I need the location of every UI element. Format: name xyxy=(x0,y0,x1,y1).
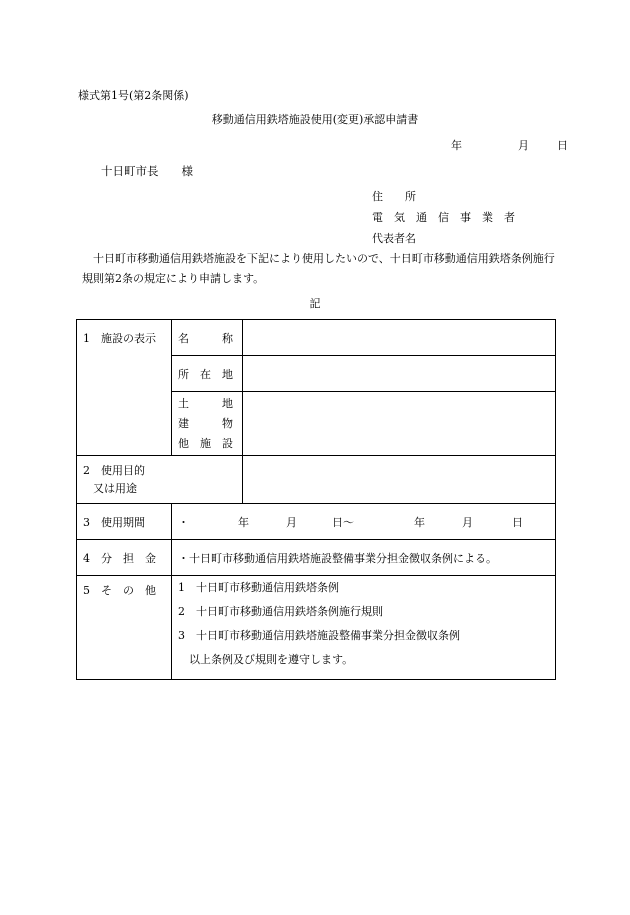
row3-period-field[interactable] xyxy=(172,504,556,540)
date-day: 日 xyxy=(557,139,568,152)
building-label: 建 物 xyxy=(178,416,233,430)
form-number: 様式第1号(第2条関係) xyxy=(78,89,189,102)
row5-content xyxy=(172,576,556,680)
row1-location-label: 所 在 地 xyxy=(172,356,243,392)
row3-label: 3 使用期間 xyxy=(77,504,172,540)
applicant-representative-label: 代表者名 xyxy=(372,232,416,245)
application-table xyxy=(76,319,556,680)
row1-name-label: 名 称 xyxy=(172,320,243,356)
date-month: 月 xyxy=(518,139,529,152)
from-year: 年 xyxy=(238,515,249,529)
row5-item-1: 1 十日町市移動通信用鉄塔条例 xyxy=(178,581,339,594)
row1-label: 1 施設の表示 xyxy=(77,320,172,456)
intro-paragraph xyxy=(82,249,562,289)
row4-value: ・十日町市移動通信用鉄塔施設整備事業分担金徴収条例による。 xyxy=(172,540,556,576)
document-title: 移動通信用鉄塔施設使用(変更)承認申請書 xyxy=(211,113,419,126)
row5-label: 5 そ の 他 xyxy=(77,576,172,680)
date-line xyxy=(451,137,568,153)
row3-bullet: ・ xyxy=(178,515,189,529)
applicant-address-label: 住 所 xyxy=(372,190,416,203)
applicant-block xyxy=(372,186,515,249)
row2-label xyxy=(77,456,243,504)
applicant-company-label: 電 気 通 信 事 業 者 xyxy=(372,211,515,224)
addressee: 十日町市長 様 xyxy=(101,164,193,178)
row2-label-line1: 2 使用目的 xyxy=(83,463,145,477)
date-year: 年 xyxy=(451,139,462,152)
land-label: 土 地 xyxy=(178,396,233,410)
to-year: 年 xyxy=(414,515,425,529)
row5-item-2: 2 十日町市移動通信用鉄塔条例施行規則 xyxy=(178,605,383,618)
row1-name-field[interactable] xyxy=(243,320,556,356)
row2-purpose-field[interactable] xyxy=(243,456,556,504)
row2-label-line2: 又は用途 xyxy=(93,481,137,495)
to-day: 日 xyxy=(512,515,523,529)
row5-item-3: 3 十日町市移動通信用鉄塔施設整備事業分担金徴収条例 xyxy=(178,629,460,642)
row1-location-field[interactable] xyxy=(243,356,556,392)
row4-label: 4 分 担 金 xyxy=(77,540,172,576)
from-month: 月 xyxy=(286,515,297,529)
row1-facility-field[interactable] xyxy=(243,392,556,456)
ki-heading: 記 xyxy=(309,297,321,310)
intro-text: 十日町市移動通信用鉄塔施設を下記により使用したいので、十日町市移動通信用鉄塔条例施行規則第2条の規定により申請します。 xyxy=(82,252,555,285)
row1-facility-labels xyxy=(172,392,243,456)
to-month: 月 xyxy=(462,515,473,529)
from-day: 日～ xyxy=(332,515,354,529)
other-facility-label: 他 施 設 xyxy=(178,436,233,450)
row5-item-4: 以上条例及び規則を遵守します。 xyxy=(178,653,354,666)
